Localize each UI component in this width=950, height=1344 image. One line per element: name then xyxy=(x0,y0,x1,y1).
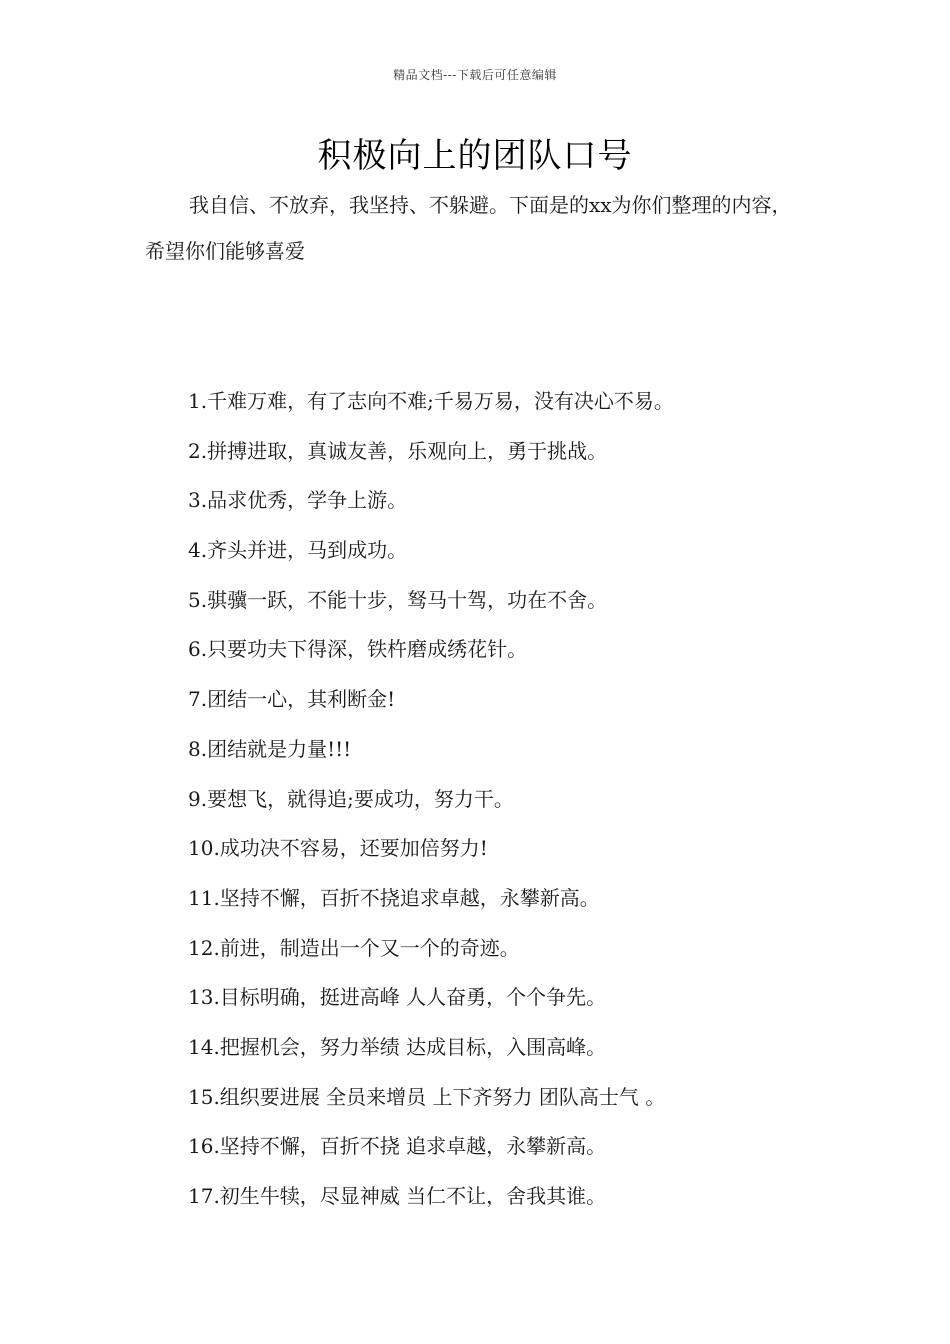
slogan-item: 7.团结一心，其利断金! xyxy=(188,687,396,712)
slogan-item: 8.团结就是力量!!! xyxy=(188,736,352,761)
slogan-item: 17.初生牛犊，尽显神威 当仁不让，舍我其谁。 xyxy=(188,1184,607,1208)
slogan-item: 11.坚持不懈，百折不挠追求卓越，永攀新高。 xyxy=(188,885,600,910)
slogan-item: 5.骐骥一跃，不能十步，驽马十驾，功在不舍。 xyxy=(188,587,608,612)
slogan-item: 15.组织要进展 全员来增员 上下齐努力 团队高士气 。 xyxy=(188,1084,666,1109)
slogan-item: 2.拼搏进取，真诚友善，乐观向上，勇于挑战。 xyxy=(188,438,608,463)
slogan-item: 1.千难万难，有了志向不难;千易万易，没有决心不易。 xyxy=(188,389,674,413)
slogan-item: 13.目标明确，挺进高峰 人人奋勇，个个争先。 xyxy=(188,985,607,1010)
slogan-item: 9.要想飞，就得追;要成功，努力干。 xyxy=(188,786,514,811)
slogan-item: 4.齐头并进，马到成功。 xyxy=(188,538,408,563)
page-header-caption: 精品文档---下载后可任意编辑 xyxy=(393,68,557,82)
slogan-item: 12.前进，制造出一个又一个的奇迹。 xyxy=(188,935,520,960)
slogan-item: 3.品求优秀，学争上游。 xyxy=(188,488,408,513)
slogan-item: 10.成功决不容易，还要加倍努力! xyxy=(188,836,488,861)
slogan-item: 14.把握机会，努力举绩 达成目标，入围高峰。 xyxy=(188,1034,607,1059)
slogan-list xyxy=(188,378,808,1223)
document-title: 积极向上的团队口号 xyxy=(317,136,633,176)
slogan-item: 16.坚持不懈，百折不挠 追求卓越，永攀新高。 xyxy=(188,1134,607,1159)
intro-paragraph: 我自信、不放弃，我坚持、不躲避。下面是的xx为你们整理的内容，希望你们能够喜爱 xyxy=(145,193,792,263)
slogan-item: 6.只要功夫下得深，铁杵磨成绣花针。 xyxy=(188,637,528,662)
